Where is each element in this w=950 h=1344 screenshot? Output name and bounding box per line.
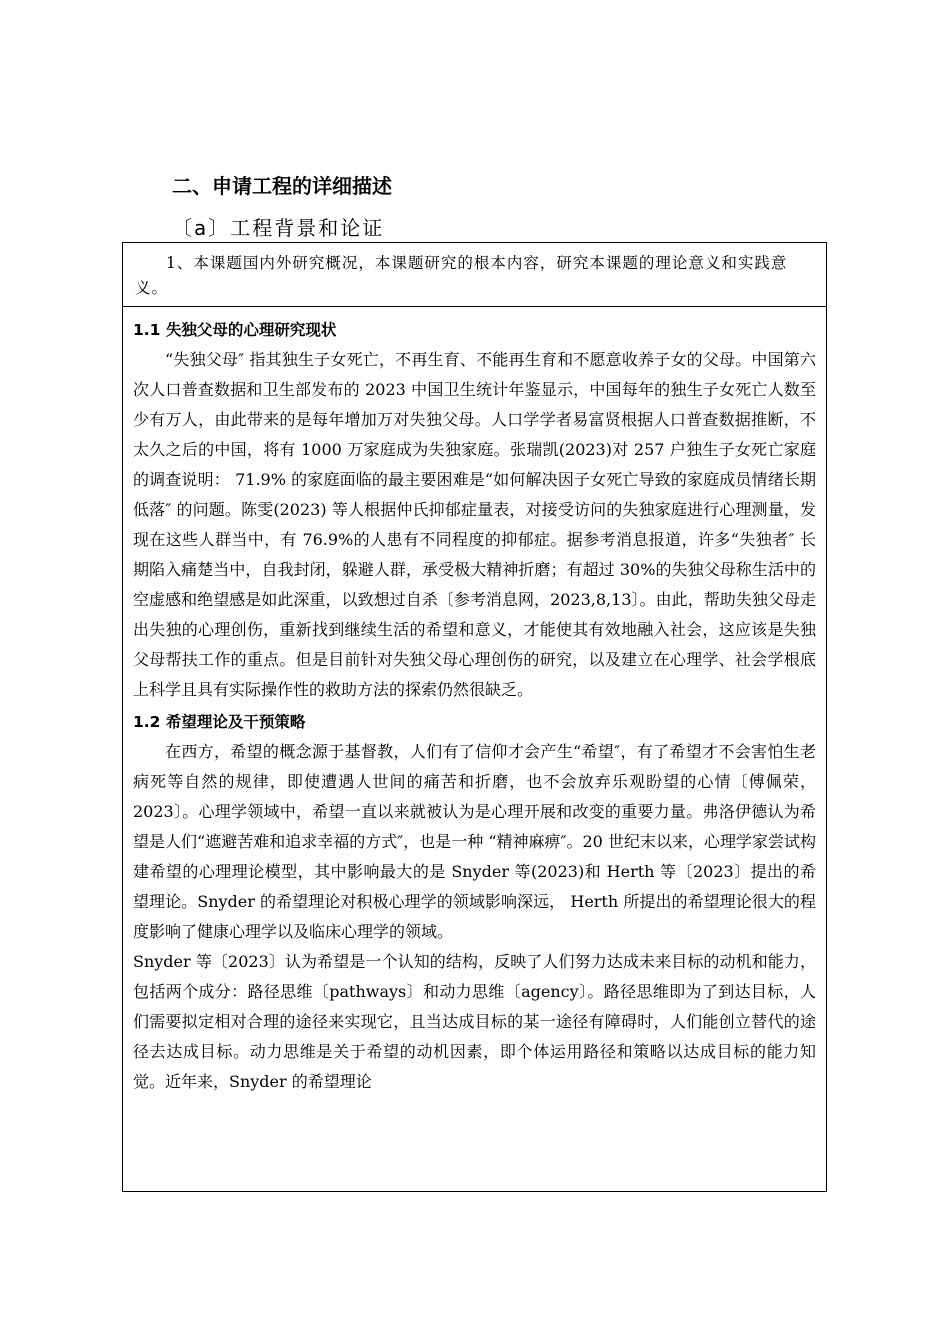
heading-1-2: 1.2 希望理论及干预策略 — [133, 713, 306, 731]
heading-1-1: 1.1 失独父母的心理研究现状 — [133, 321, 337, 339]
content-box — [122, 242, 827, 1192]
paragraph-1: “失独父母″ 指其独生子女死亡，不再生育、不能再生育和不愿意收养子女的父母。中国第六次人口普查数据和卫生部发布的 2023 中国卫生统计年鉴显示，中国每年的独生子女死亡人数至少有万人，由此带来的是每年增加万对失独父母。人口学学者易富贤根据人口普查数据推断，不太久之后的中国，将有 1000 万家庭成为失独家庭。张瑞凯(2023)对 257 户独生子女死亡家庭的调查说明： 71.9% 的家庭面临的最主要困难是“如何解决因子女死亡导致的家庭成员情绪长期低落″ 的问题。陈雯(2023) 等人根据仲氏抑郁症量表，对接受访问的失独家庭进行心理测量，发现在这些人群当中，有 76.9%的人患有不同程度的抑郁症。据参考消息报道，许多“失独者″ 长期陷入痛楚当中，自我封闭，躲避人群，承受极大精神折磨；有超过 30%的失独父母称生活中的空虚感和绝望感是如此深重，以致想过自杀〔参考消息网，2023,8,13〕。由此，帮助失独父母走出失独的心理创伤，重新找到继续生活的希望和意义，才能使其有效地融入社会，这应该是失独父母帮扶工作的重点。但是目前针对失独父母心理创伤的研究，以及建立在心理学、社会学根底上科学且具有实际操作性的救助方法的探索仍然很缺乏。 — [133, 350, 816, 699]
box-body — [123, 307, 826, 1097]
box-header: 1、本课题国内外研究概况，本课题研究的根本内容，研究本课题的理论意义和实践意义。 — [123, 243, 826, 307]
paragraph-3: Snyder 等〔2023〕认为希望是一个认知的结构，反映了人们努力达成未来目标的动机和能力，包括两个成分：路径思维〔pathways〕和动力思维〔agency〕。路径思维即为了到达目标，人们需要拟定相对合理的途径来实现它，且当达成目标的某一途径有障碍时，人们能创立替代的途径去达成目标。动力思维是关于希望的动机因素，即个体运用路径和策略以达成目标的能力知觉。近年来，Snyder 的希望理论 — [133, 952, 816, 1091]
subsection-title: 〔a〕工程背景和论证 — [172, 216, 385, 240]
section-title: 二、申请工程的详细描述 — [172, 174, 392, 198]
paragraph-2: 在西方，希望的概念源于基督教，人们有了信仰才会产生“希望″，有了希望才不会害怕生老病死等自然的规律，即使遭遇人世间的痛苦和折磨，也不会放弃乐观盼望的心情〔傅佩荣，2023〕。心理学领域中，希望一直以来就被认为是心理开展和改变的重要力量。弗洛伊德认为希望是人们“遮避苦难和追求幸福的方式″，也是一种 “精神麻痹″。20 世纪末以来，心理学家尝试构建希望的心理理论模型，其中影响最大的是 Snyder 等(2023)和 Herth 等〔2023〕提出的希望理论。Snyder 的希望理论对积极心理学的领域影响深远， Herth 所提出的希望理论很大的程度影响了健康心理学以及临床心理学的领域。 — [133, 742, 816, 941]
